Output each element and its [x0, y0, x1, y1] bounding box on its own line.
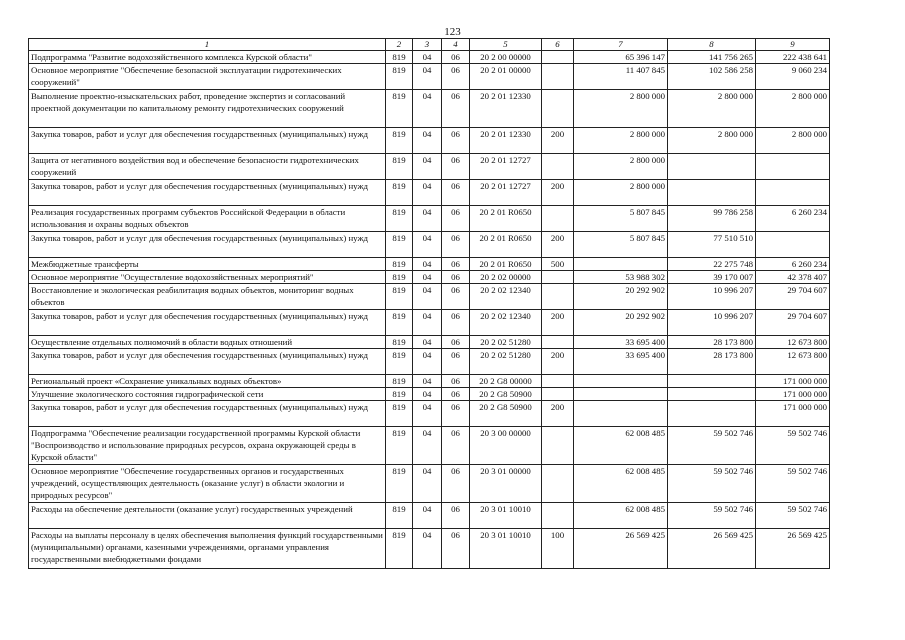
- amount-year1-cell: [574, 375, 668, 388]
- table-row: [29, 128, 830, 154]
- table-row: [29, 375, 830, 388]
- subsection-code-cell: 06: [442, 206, 470, 232]
- amount-year3-cell: [756, 154, 830, 180]
- amount-year1-cell: [574, 388, 668, 401]
- amount-year1-cell: 20 292 902: [574, 310, 668, 336]
- amount-year2-cell: 141 756 265: [668, 51, 756, 64]
- column-header: 8: [668, 39, 756, 51]
- column-header: 7: [574, 39, 668, 51]
- amount-year2-cell: 59 502 746: [668, 427, 756, 465]
- subsection-code-cell: 06: [442, 180, 470, 206]
- row-name-cell: Региональный проект «Сохранение уникальных водных объектов»: [29, 375, 386, 388]
- section-code-cell: 04: [413, 401, 442, 427]
- expense-type-cell: [542, 388, 574, 401]
- amount-year2-cell: 39 170 007: [668, 271, 756, 284]
- amount-year2-cell: 77 510 510: [668, 232, 756, 258]
- amount-year3-cell: 171 000 000: [756, 375, 830, 388]
- table-row: [29, 284, 830, 310]
- expense-type-cell: [542, 64, 574, 90]
- amount-year2-cell: [668, 180, 756, 206]
- target-article-cell: 20 2 02 12340: [470, 284, 542, 310]
- expense-type-cell: [542, 427, 574, 465]
- budget-table: [28, 38, 830, 569]
- grbs-code-cell: 819: [386, 64, 413, 90]
- amount-year2-cell: 28 173 800: [668, 336, 756, 349]
- subsection-code-cell: 06: [442, 64, 470, 90]
- expense-type-cell: 200: [542, 232, 574, 258]
- amount-year1-cell: 62 008 485: [574, 465, 668, 503]
- table-row: [29, 51, 830, 64]
- amount-year3-cell: 12 673 800: [756, 336, 830, 349]
- table-row: [29, 64, 830, 90]
- row-name-cell: Закупка товаров, работ и услуг для обеспечения государственных (муниципальных) нужд: [29, 128, 386, 154]
- expense-type-cell: [542, 336, 574, 349]
- grbs-code-cell: 819: [386, 232, 413, 258]
- target-article-cell: 20 3 01 00000: [470, 465, 542, 503]
- table-row: [29, 310, 830, 336]
- subsection-code-cell: 06: [442, 388, 470, 401]
- grbs-code-cell: 819: [386, 271, 413, 284]
- target-article-cell: 20 2 01 R0650: [470, 232, 542, 258]
- section-code-cell: 04: [413, 284, 442, 310]
- grbs-code-cell: 819: [386, 180, 413, 206]
- amount-year1-cell: 5 807 845: [574, 232, 668, 258]
- expense-type-cell: [542, 154, 574, 180]
- grbs-code-cell: 819: [386, 258, 413, 271]
- grbs-code-cell: 819: [386, 465, 413, 503]
- subsection-code-cell: 06: [442, 503, 470, 529]
- grbs-code-cell: 819: [386, 51, 413, 64]
- target-article-cell: 20 3 00 00000: [470, 427, 542, 465]
- amount-year1-cell: 2 800 000: [574, 154, 668, 180]
- amount-year3-cell: [756, 180, 830, 206]
- section-code-cell: 04: [413, 349, 442, 375]
- table-row: [29, 232, 830, 258]
- section-code-cell: 04: [413, 128, 442, 154]
- row-name-cell: Улучшение экологического состояния гидрографической сети: [29, 388, 386, 401]
- column-header: 4: [442, 39, 470, 51]
- row-name-cell: Закупка товаров, работ и услуг для обеспечения государственных (муниципальных) нужд: [29, 180, 386, 206]
- grbs-code-cell: 819: [386, 336, 413, 349]
- expense-type-cell: 500: [542, 258, 574, 271]
- target-article-cell: 20 2 00 00000: [470, 51, 542, 64]
- expense-type-cell: [542, 465, 574, 503]
- column-header: 3: [413, 39, 442, 51]
- amount-year2-cell: 28 173 800: [668, 349, 756, 375]
- section-code-cell: 04: [413, 258, 442, 271]
- expense-type-cell: 200: [542, 128, 574, 154]
- amount-year1-cell: 2 800 000: [574, 128, 668, 154]
- section-code-cell: 04: [413, 232, 442, 258]
- amount-year3-cell: 2 800 000: [756, 128, 830, 154]
- section-code-cell: 04: [413, 51, 442, 64]
- page-number: 123: [444, 26, 461, 38]
- subsection-code-cell: 06: [442, 154, 470, 180]
- amount-year2-cell: 59 502 746: [668, 465, 756, 503]
- column-header: 2: [386, 39, 413, 51]
- table-row: [29, 258, 830, 271]
- table-row: [29, 465, 830, 503]
- amount-year2-cell: 10 996 207: [668, 310, 756, 336]
- amount-year3-cell: 29 704 607: [756, 310, 830, 336]
- table-row: [29, 401, 830, 427]
- subsection-code-cell: 06: [442, 465, 470, 503]
- amount-year1-cell: 33 695 400: [574, 349, 668, 375]
- amount-year1-cell: 26 569 425: [574, 529, 668, 569]
- amount-year3-cell: 171 000 000: [756, 401, 830, 427]
- amount-year2-cell: [668, 375, 756, 388]
- table-row: [29, 503, 830, 529]
- amount-year3-cell: 6 260 234: [756, 258, 830, 271]
- expense-type-cell: 100: [542, 529, 574, 569]
- grbs-code-cell: 819: [386, 503, 413, 529]
- row-name-cell: Межбюджетные трансферты: [29, 258, 386, 271]
- section-code-cell: 04: [413, 503, 442, 529]
- grbs-code-cell: 819: [386, 90, 413, 128]
- table-row: [29, 388, 830, 401]
- column-header: 6: [542, 39, 574, 51]
- target-article-cell: 20 2 02 51280: [470, 336, 542, 349]
- amount-year3-cell: 59 502 746: [756, 465, 830, 503]
- amount-year2-cell: [668, 388, 756, 401]
- section-code-cell: 04: [413, 64, 442, 90]
- row-name-cell: Закупка товаров, работ и услуг для обеспечения государственных (муниципальных) нужд: [29, 349, 386, 375]
- expense-type-cell: [542, 375, 574, 388]
- grbs-code-cell: 819: [386, 349, 413, 375]
- row-name-cell: Основное мероприятие "Осуществление водохозяйственных мероприятий": [29, 271, 386, 284]
- target-article-cell: 20 2 01 00000: [470, 64, 542, 90]
- expense-type-cell: [542, 90, 574, 128]
- section-code-cell: 04: [413, 465, 442, 503]
- grbs-code-cell: 819: [386, 427, 413, 465]
- subsection-code-cell: 06: [442, 90, 470, 128]
- amount-year1-cell: 33 695 400: [574, 336, 668, 349]
- subsection-code-cell: 06: [442, 232, 470, 258]
- section-code-cell: 04: [413, 388, 442, 401]
- amount-year1-cell: 65 396 147: [574, 51, 668, 64]
- row-name-cell: Осуществление отдельных полномочий в области водных отношений: [29, 336, 386, 349]
- amount-year3-cell: 171 000 000: [756, 388, 830, 401]
- table-row: [29, 427, 830, 465]
- amount-year1-cell: 2 800 000: [574, 180, 668, 206]
- amount-year2-cell: 2 800 000: [668, 90, 756, 128]
- section-code-cell: 04: [413, 206, 442, 232]
- amount-year3-cell: 2 800 000: [756, 90, 830, 128]
- row-name-cell: Защита от негативного воздействия вод и обеспечение безопасности гидротехнических сооружений: [29, 154, 386, 180]
- amount-year1-cell: 53 988 302: [574, 271, 668, 284]
- row-name-cell: Расходы на выплаты персоналу в целях обеспечения выполнения функций государственными (муниципальными) органами, казенными учреждениями, органами управления государственными внебюджетными фондами: [29, 529, 386, 569]
- target-article-cell: 20 2 01 12727: [470, 180, 542, 206]
- section-code-cell: 04: [413, 154, 442, 180]
- section-code-cell: 04: [413, 271, 442, 284]
- subsection-code-cell: 06: [442, 336, 470, 349]
- row-name-cell: Восстановление и экологическая реабилитация водных объектов, мониторинг водных объектов: [29, 284, 386, 310]
- grbs-code-cell: 819: [386, 154, 413, 180]
- grbs-code-cell: 819: [386, 375, 413, 388]
- amount-year2-cell: 99 786 258: [668, 206, 756, 232]
- target-article-cell: 20 2 G8 50900: [470, 401, 542, 427]
- amount-year2-cell: 22 275 748: [668, 258, 756, 271]
- amount-year1-cell: 2 800 000: [574, 90, 668, 128]
- expense-type-cell: 200: [542, 401, 574, 427]
- amount-year3-cell: 59 502 746: [756, 427, 830, 465]
- row-name-cell: Выполнение проектно-изыскательских работ, проведение экспертиз и согласований проектной документации по капитальному ремонту гидротехнических сооружений: [29, 90, 386, 128]
- amount-year3-cell: 9 060 234: [756, 64, 830, 90]
- grbs-code-cell: 819: [386, 206, 413, 232]
- subsection-code-cell: 06: [442, 375, 470, 388]
- table-row: [29, 529, 830, 569]
- table-row: [29, 336, 830, 349]
- amount-year3-cell: [756, 232, 830, 258]
- grbs-code-cell: 819: [386, 388, 413, 401]
- amount-year2-cell: [668, 154, 756, 180]
- grbs-code-cell: 819: [386, 401, 413, 427]
- expense-type-cell: 200: [542, 180, 574, 206]
- row-name-cell: Закупка товаров, работ и услуг для обеспечения государственных (муниципальных) нужд: [29, 232, 386, 258]
- column-header: 1: [29, 39, 386, 51]
- section-code-cell: 04: [413, 310, 442, 336]
- amount-year1-cell: [574, 258, 668, 271]
- subsection-code-cell: 06: [442, 258, 470, 271]
- amount-year3-cell: 59 502 746: [756, 503, 830, 529]
- amount-year3-cell: 6 260 234: [756, 206, 830, 232]
- target-article-cell: 20 2 02 51280: [470, 349, 542, 375]
- row-name-cell: Расходы на обеспечение деятельности (оказание услуг) государственных учреждений: [29, 503, 386, 529]
- amount-year1-cell: 5 807 845: [574, 206, 668, 232]
- target-article-cell: 20 2 02 00000: [470, 271, 542, 284]
- subsection-code-cell: 06: [442, 284, 470, 310]
- amount-year1-cell: 20 292 902: [574, 284, 668, 310]
- target-article-cell: 20 2 G8 50900: [470, 388, 542, 401]
- section-code-cell: 04: [413, 529, 442, 569]
- subsection-code-cell: 06: [442, 51, 470, 64]
- table-row: [29, 180, 830, 206]
- amount-year3-cell: 12 673 800: [756, 349, 830, 375]
- table-row: [29, 90, 830, 128]
- section-code-cell: 04: [413, 180, 442, 206]
- subsection-code-cell: 06: [442, 401, 470, 427]
- expense-type-cell: 200: [542, 349, 574, 375]
- amount-year1-cell: [574, 401, 668, 427]
- target-article-cell: 20 2 01 R0650: [470, 258, 542, 271]
- row-name-cell: Подпрограмма "Развитие водохозяйственного комплекса Курской области": [29, 51, 386, 64]
- amount-year3-cell: 222 438 641: [756, 51, 830, 64]
- amount-year2-cell: 59 502 746: [668, 503, 756, 529]
- expense-type-cell: [542, 284, 574, 310]
- target-article-cell: 20 3 01 10010: [470, 529, 542, 569]
- row-name-cell: Основное мероприятие "Обеспечение безопасной эксплуатации гидротехнических сооружений": [29, 64, 386, 90]
- column-number-row: [29, 39, 830, 51]
- table-row: [29, 271, 830, 284]
- column-header: 9: [756, 39, 830, 51]
- grbs-code-cell: 819: [386, 284, 413, 310]
- expense-type-cell: [542, 51, 574, 64]
- amount-year2-cell: 10 996 207: [668, 284, 756, 310]
- target-article-cell: 20 2 G8 00000: [470, 375, 542, 388]
- expense-type-cell: [542, 271, 574, 284]
- table-row: [29, 349, 830, 375]
- subsection-code-cell: 06: [442, 529, 470, 569]
- target-article-cell: 20 2 01 12330: [470, 128, 542, 154]
- row-name-cell: Реализация государственных программ субъектов Российской Федерации в области использования и охраны водных объектов: [29, 206, 386, 232]
- subsection-code-cell: 06: [442, 271, 470, 284]
- amount-year3-cell: 42 378 407: [756, 271, 830, 284]
- amount-year2-cell: [668, 401, 756, 427]
- target-article-cell: 20 2 01 12727: [470, 154, 542, 180]
- target-article-cell: 20 3 01 10010: [470, 503, 542, 529]
- subsection-code-cell: 06: [442, 349, 470, 375]
- amount-year1-cell: 62 008 485: [574, 427, 668, 465]
- amount-year3-cell: 26 569 425: [756, 529, 830, 569]
- expense-type-cell: [542, 503, 574, 529]
- amount-year2-cell: 102 586 258: [668, 64, 756, 90]
- subsection-code-cell: 06: [442, 427, 470, 465]
- amount-year2-cell: 2 800 000: [668, 128, 756, 154]
- section-code-cell: 04: [413, 375, 442, 388]
- section-code-cell: 04: [413, 90, 442, 128]
- table-row: [29, 154, 830, 180]
- section-code-cell: 04: [413, 336, 442, 349]
- table-row: [29, 206, 830, 232]
- row-name-cell: Закупка товаров, работ и услуг для обеспечения государственных (муниципальных) нужд: [29, 401, 386, 427]
- target-article-cell: 20 2 01 12330: [470, 90, 542, 128]
- amount-year3-cell: 29 704 607: [756, 284, 830, 310]
- target-article-cell: 20 2 02 12340: [470, 310, 542, 336]
- expense-type-cell: 200: [542, 310, 574, 336]
- amount-year2-cell: 26 569 425: [668, 529, 756, 569]
- expense-type-cell: [542, 206, 574, 232]
- subsection-code-cell: 06: [442, 128, 470, 154]
- section-code-cell: 04: [413, 427, 442, 465]
- grbs-code-cell: 819: [386, 310, 413, 336]
- row-name-cell: Основное мероприятие "Обеспечение государственных органов и государственных учреждений, осуществляющих деятельность (оказание услуг) в области экологии и природных ресурсов": [29, 465, 386, 503]
- row-name-cell: Закупка товаров, работ и услуг для обеспечения государственных (муниципальных) нужд: [29, 310, 386, 336]
- subsection-code-cell: 06: [442, 310, 470, 336]
- grbs-code-cell: 819: [386, 529, 413, 569]
- row-name-cell: Подпрограмма "Обеспечение реализации государственной программы Курской области "Воспроизводство и использование природных ресурсов, охрана окружающей среды в Курской области": [29, 427, 386, 465]
- amount-year1-cell: 62 008 485: [574, 503, 668, 529]
- target-article-cell: 20 2 01 R0650: [470, 206, 542, 232]
- amount-year1-cell: 11 407 845: [574, 64, 668, 90]
- column-header: 5: [470, 39, 542, 51]
- grbs-code-cell: 819: [386, 128, 413, 154]
